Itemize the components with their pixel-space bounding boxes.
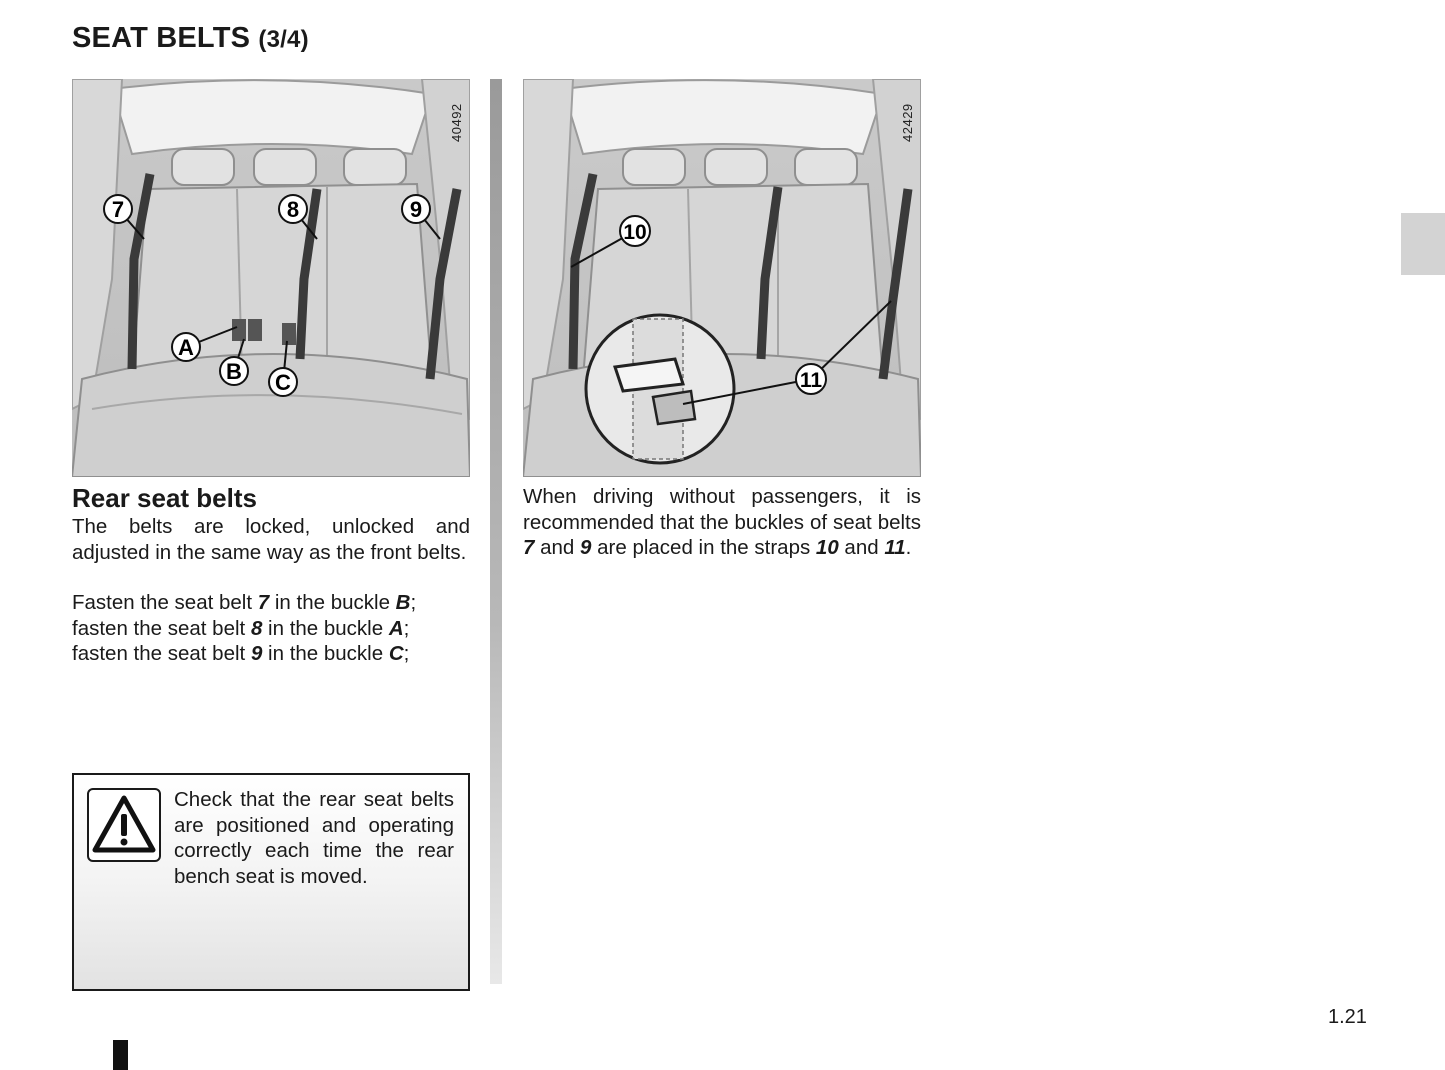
section-tab (1401, 213, 1445, 275)
passenger-note: When driving without passengers, it is recommended that the buckles of seat belts 7 and 9 are placed in the straps 10 and 11. (523, 485, 921, 560)
page-number: 1.21 (1328, 1006, 1367, 1028)
callout-10 (620, 216, 650, 246)
intro-paragraph: The belts are locked, unlocked and adjusted in the same way as the front belts. (72, 515, 470, 564)
svg-text:7: 7 (111, 197, 125, 222)
fasten-line: fasten the seat belt 9 in the buckle C; (72, 642, 410, 666)
svg-text:10: 10 (623, 221, 647, 244)
callout-a (172, 333, 200, 361)
page-title (72, 22, 309, 55)
callout-8 (279, 195, 307, 223)
rear-seat-illustration (72, 79, 470, 477)
page-title-part: (3/4) (258, 26, 309, 53)
svg-text:A: A (178, 335, 194, 360)
column-divider (490, 79, 502, 984)
warning-text-wrap (90, 787, 454, 889)
callout-9 (402, 195, 430, 223)
svg-text:11: 11 (799, 369, 823, 392)
callout-b (220, 357, 248, 385)
section-heading: Rear seat belts (72, 483, 257, 513)
figure-reference-number: 42429 (900, 103, 915, 143)
warning-text: Check that the rear seat belts are positioned and operating correctly each time the rear bench seat is moved. (174, 788, 454, 888)
svg-text:C: C (275, 370, 291, 395)
callout-7 (104, 195, 132, 223)
svg-text:8: 8 (286, 197, 300, 222)
warning-box (72, 773, 470, 991)
callout-c (269, 368, 297, 396)
fasten-instructions (72, 590, 470, 667)
fasten-line: fasten the seat belt 8 in the buckle A; (72, 616, 410, 640)
svg-text:9: 9 (409, 197, 423, 222)
page-title-text: SEAT BELTS (72, 22, 251, 54)
callout-11 (796, 364, 826, 394)
strap-figure (523, 79, 921, 477)
fasten-line: Fasten the seat belt 7 in the buckle B; (72, 591, 417, 614)
figure-reference-number: 40492 (449, 103, 464, 143)
footer-marker (113, 1040, 128, 1070)
rear-seat-figure (72, 79, 470, 477)
strap-illustration (523, 79, 921, 477)
svg-text:B: B (226, 359, 242, 384)
